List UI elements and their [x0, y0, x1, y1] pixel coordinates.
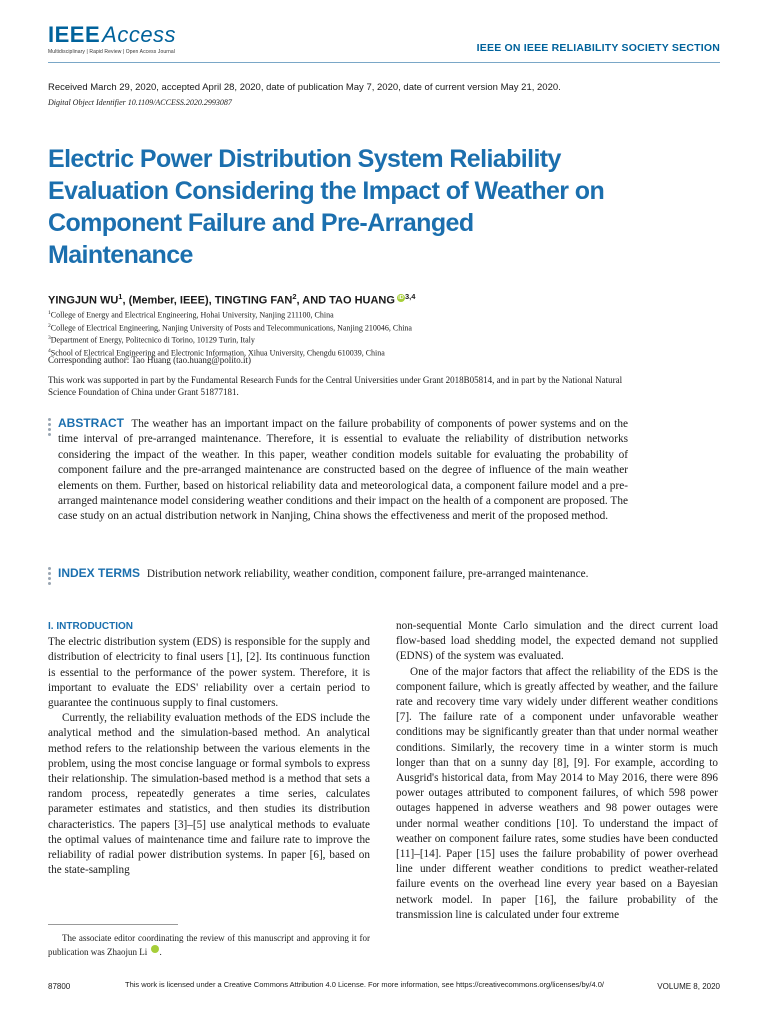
author-sup: 3,4 [404, 292, 416, 301]
right-column [396, 619, 718, 923]
page-number: 87800 [48, 982, 71, 991]
index-terms-marker-icon [48, 567, 52, 587]
author-note: , (Member, IEEE), [122, 294, 215, 307]
abstract-heading: ABSTRACT [58, 416, 124, 430]
abstract [58, 416, 628, 525]
affiliation-item: $^2$College of Electrical Engineering, Nanjing University of Posts and Telecommunications, Nanjing 210046, China [48, 322, 412, 333]
paragraph: non-sequential Monte Carlo simulation and the direct current load flow-based load shedding model, the expected demand not supplied (EDNS) of the system was evaluated. [396, 620, 718, 663]
affiliations [48, 308, 412, 359]
abstract-text: The weather has an important impact on the failure probability of components of power systems and on the time interval of pre-arranged maintenance. Therefore, it is essential to evaluate the reliability of distribution networks considering the impact of the weather. In this paper, weather condition models suitable for evaluating the probability of component failure and the pre-arranged maintenance are constructed based on the degree of influence of the main weather elements on them. Further, based on historical reliability data and meteorological data, a component failure model and a pre-arranged maintenance model considering weather conditions and their impact on the health of a component are proposed. The case study on an actual distribution network in Nanjing, China shows the effectiveness and merit of the proposed method. [58, 418, 628, 523]
abstract-marker-icon [48, 418, 52, 438]
logo-wordmark: IEEEAccess [48, 22, 177, 47]
section-heading: I. INTRODUCTION [48, 621, 133, 632]
author-name: TAO HUANG [329, 294, 395, 307]
logo-tagline: Multidisciplinary | Rapid Review | Open Access Journal [48, 49, 175, 55]
author-name: TINGTING FAN [214, 294, 293, 307]
author-name: YINGJUN WU [48, 294, 119, 307]
author-sup: 2 [292, 292, 297, 301]
left-column [48, 619, 370, 878]
section-label: IEEE ON IEEE RELIABILITY SOCIETY SECTION [476, 42, 720, 54]
affiliation-item: $^1$College of Energy and Electrical Engineering, Hohai University, Nanjing 211100, China [48, 310, 334, 320]
author-list [48, 292, 415, 307]
index-terms-heading: INDEX TERMS [58, 566, 141, 580]
corresponding-author: Corresponding author: Tao Huang (tao.huang@polito.it) [48, 355, 251, 365]
paper-title: Electric Power Distribution System Reliability Evaluation Considering the Impact of Weather on Component Failure and Pre-Arranged Maintenance [48, 145, 605, 269]
volume-label: VOLUME 8, 2020 [657, 982, 720, 991]
paragraph: One of the major factors that affect the reliability of the EDS is the component failure, which is greatly affected by weather, and the failure rate and recovery time vary widely under different weather conditions [7]. The failure rate of a component under unfavorable weather conditions may be significantly greater than that under normal weather conditions. Similarly, the recovery time in a winter storm is much longer than that on a sunny day [8], [9]. For example, according to Ausgrid's historical data, from May 2014 to May 2016, there were 896 power outages attributed to component failures, of which 598 power outages happened in adverse weathers and 98 power outages were under normal weather conditions [10]. To understand the impact of weather on component failure rates, some studies have been conducted [11]–[14]. Paper [15] uses the failure probability of power overhead line under different weather conditions to predict weather-related failure events on the overhead line every year based on a Bayesian network model. In paper [16], the failure probability of the transmission line is calculated under four extreme [396, 665, 718, 921]
author-sup: 1 [118, 292, 123, 301]
journal-logo [48, 24, 176, 55]
affiliation-item: $^3$Department of Energy, Politecnico di Torino, 10129 Turin, Italy [48, 335, 255, 345]
orcid-icon[interactable]: iD [151, 945, 159, 953]
index-terms-text: Distribution network reliability, weather condition, component failure, pre-arranged maintenance. [146, 568, 589, 580]
footnote-divider [48, 924, 178, 925]
funding-statement: This work was supported in part by the Fundamental Research Funds for the Central Universities under Grant 2018B05814, and in part by the National Natural Science Foundation of China under Grant 51877181. [48, 375, 623, 397]
author-note: , AND [296, 294, 330, 307]
license-notice[interactable]: This work is licensed under a Creative Commons Attribution 4.0 License. For more information, see https://creativecommons.org/licenses/by/4.0/ [125, 980, 604, 989]
index-terms [58, 566, 628, 582]
header-divider [48, 62, 720, 63]
doi-line[interactable]: Digital Object Identifier 10.1109/ACCESS.2020.2993087 [48, 98, 232, 107]
paragraph: Currently, the reliability evaluation methods of the EDS include the analytical method and the simulation-based method. An analytical method refers to the relationship between the various elements in the problem, using the most concise language or formal symbols to express their relationship. The simulation-based method is a method that sets a random process, repeatedly generates a time series, calculates parameter estimates and statistics, and then studies its distribution characteristics. The papers [3]–[5] use analytical methods to evaluate the optimal values of maintenance time and failure rate to improve the reliability of radial power distribution systems. In paper [6], based on the state-sampling [48, 712, 370, 877]
received-dates: Received March 29, 2020, accepted April 28, 2020, date of publication May 7, 2020, date of current version May 21, 2020. [48, 82, 561, 93]
paragraph: The electric distribution system (EDS) is responsible for the supply and distribution of electricity to final users [1], [2]. Its continuous function is essential to the performance of the power system. Therefore, it is important to evaluate the EDS' reliability over a certain period to guarantee the continuous supply to final customers. [48, 636, 370, 710]
orcid-icon[interactable]: iD [398, 294, 404, 301]
editor-footnote: The associate editor coordinating the review of this manuscript and approving it for publication was Zhaojun Li iD. [48, 933, 370, 957]
affiliation-item: $^4$School of Electrical Engineering and Electronic Information, Xihua University, Chengdu 610039, China [48, 347, 385, 358]
